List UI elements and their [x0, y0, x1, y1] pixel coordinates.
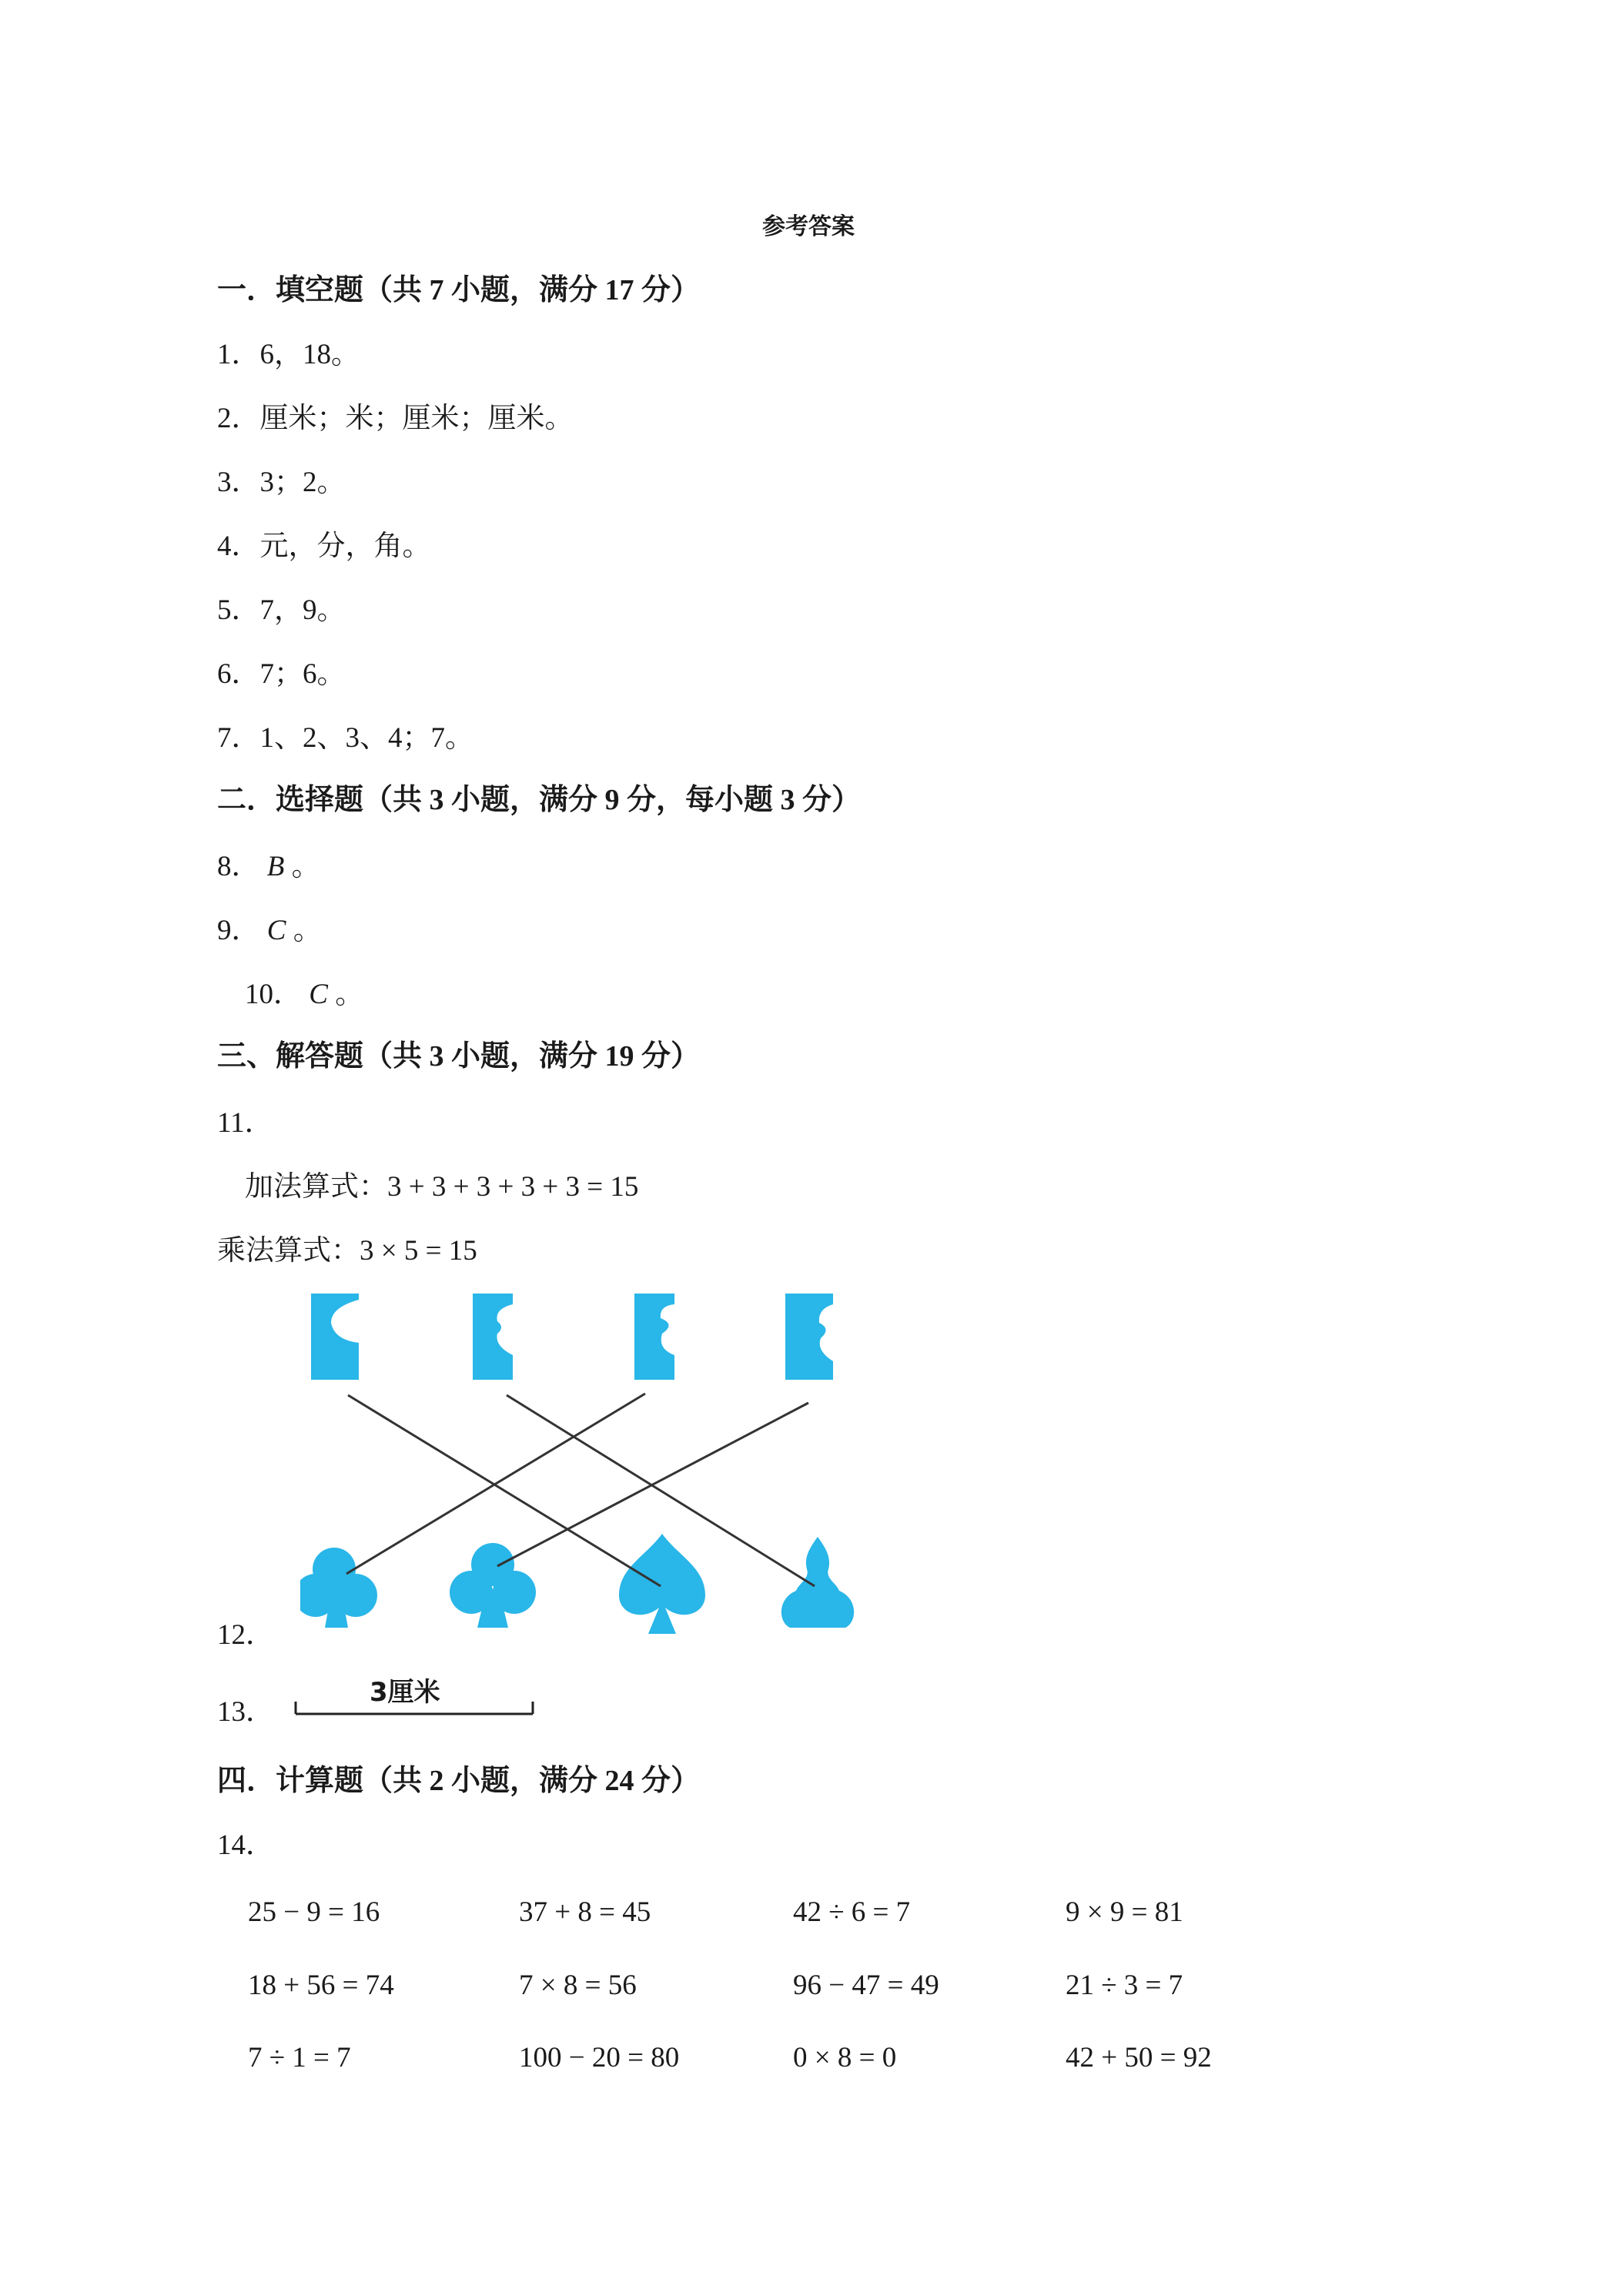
notched-block-2: [473, 1294, 513, 1380]
answer-text: 7；6。: [259, 658, 346, 690]
question-12-number: 12．: [217, 1619, 274, 1651]
answer-9: [217, 916, 322, 945]
answer-number: 1．: [217, 339, 260, 370]
page-title: 参考答案: [762, 214, 855, 239]
answer-6: [217, 660, 346, 688]
multiplication-equation: 3 × 5 = 15: [360, 1235, 477, 1267]
answer-number: 9．: [217, 915, 260, 946]
club-shape: [450, 1543, 536, 1628]
notched-block-4: [785, 1294, 833, 1380]
answer-number: 10．: [245, 979, 302, 1010]
section-heading-calc: 四．计算题（共 2 小题，满分 24 分）: [217, 1765, 701, 1797]
calc-r1-c1: 25 − 9 = 16: [248, 1896, 380, 1928]
answer-number: 7．: [217, 722, 260, 754]
match-line-4: [497, 1403, 808, 1566]
answer-tail: 。: [335, 979, 364, 1010]
answer-number: 4．: [217, 530, 260, 562]
multiplication-label: 乘法算式：: [217, 1235, 360, 1267]
answer-number: 3．: [217, 467, 260, 498]
calc-r3-c2: 100 − 20 = 80: [519, 2042, 680, 2073]
answer-tail: 。: [291, 851, 320, 882]
calc-r1-c3: 42 ÷ 6 = 7: [793, 1896, 911, 1928]
addition-equation: 3 + 3 + 3 + 3 + 3 = 15: [387, 1171, 639, 1203]
answer-3: [217, 468, 346, 497]
calc-r2-c2: 7 × 8 = 56: [519, 1970, 637, 2001]
calc-r3-c4: 42 + 50 = 92: [1066, 2042, 1212, 2073]
answer-2: [217, 404, 574, 433]
multiplication-expression: [217, 1237, 477, 1265]
answer-10: [245, 980, 363, 1009]
addition-label: 加法算式：: [245, 1171, 387, 1203]
answer-text: 1、2、3、4；7。: [259, 722, 474, 754]
addition-expression: [245, 1173, 638, 1201]
answer-tail: 。: [293, 915, 322, 946]
question-13-number: 13．: [217, 1696, 274, 1728]
answer-8: [217, 852, 320, 881]
ruler-label: 3厘米: [370, 1677, 440, 1708]
notched-block-3: [634, 1294, 674, 1380]
answer-text: 元，分，角。: [259, 530, 431, 562]
answer-choice: C: [309, 979, 328, 1010]
clover-shape: [300, 1548, 377, 1628]
calc-r1-c4: 9 × 9 = 81: [1066, 1896, 1183, 1928]
answer-4: [217, 532, 431, 561]
calc-r2-c4: 21 ÷ 3 = 7: [1066, 1970, 1183, 2001]
calc-r2-c1: 18 + 56 = 74: [248, 1970, 394, 2001]
gourd-shape: [781, 1537, 854, 1628]
answer-number: 8．: [217, 851, 260, 882]
calc-r3-c1: 7 ÷ 1 = 7: [248, 2042, 351, 2073]
spade-shape: [619, 1534, 705, 1634]
calc-r1-c2: 37 + 8 = 45: [519, 1896, 651, 1928]
answer-1: [217, 340, 360, 369]
matching-diagram: [300, 1278, 885, 1648]
answer-text: 厘米；米；厘米；厘米。: [259, 403, 574, 434]
ruler-segment: [293, 1671, 547, 1725]
answer-text: 3；2。: [259, 467, 346, 498]
notched-block-1: [311, 1294, 359, 1380]
answer-number: 5．: [217, 594, 260, 626]
answer-choice: B: [266, 851, 285, 882]
question-14-number: 14．: [217, 1829, 274, 1861]
answer-number: 2．: [217, 403, 260, 434]
answer-number: 6．: [217, 658, 260, 690]
section-heading-fill: 一．填空题（共 7 小题，满分 17 分）: [217, 274, 701, 306]
answer-7: [217, 724, 474, 752]
answer-text: 7，9。: [259, 594, 346, 626]
answer-5: [217, 596, 346, 624]
answer-choice: C: [266, 915, 286, 946]
section-heading-solve: 三、解答题（共 3 小题，满分 19 分）: [217, 1040, 701, 1073]
section-heading-choice: 二．选择题（共 3 小题，满分 9 分，每小题 3 分）: [217, 784, 862, 816]
calc-r2-c3: 96 − 47 = 49: [793, 1970, 939, 2001]
ruler-line: [293, 1671, 547, 1725]
answer-text: 6，18。: [259, 339, 360, 370]
question-11-number: 11．: [217, 1107, 273, 1139]
calc-r3-c3: 0 × 8 = 0: [793, 2042, 897, 2073]
